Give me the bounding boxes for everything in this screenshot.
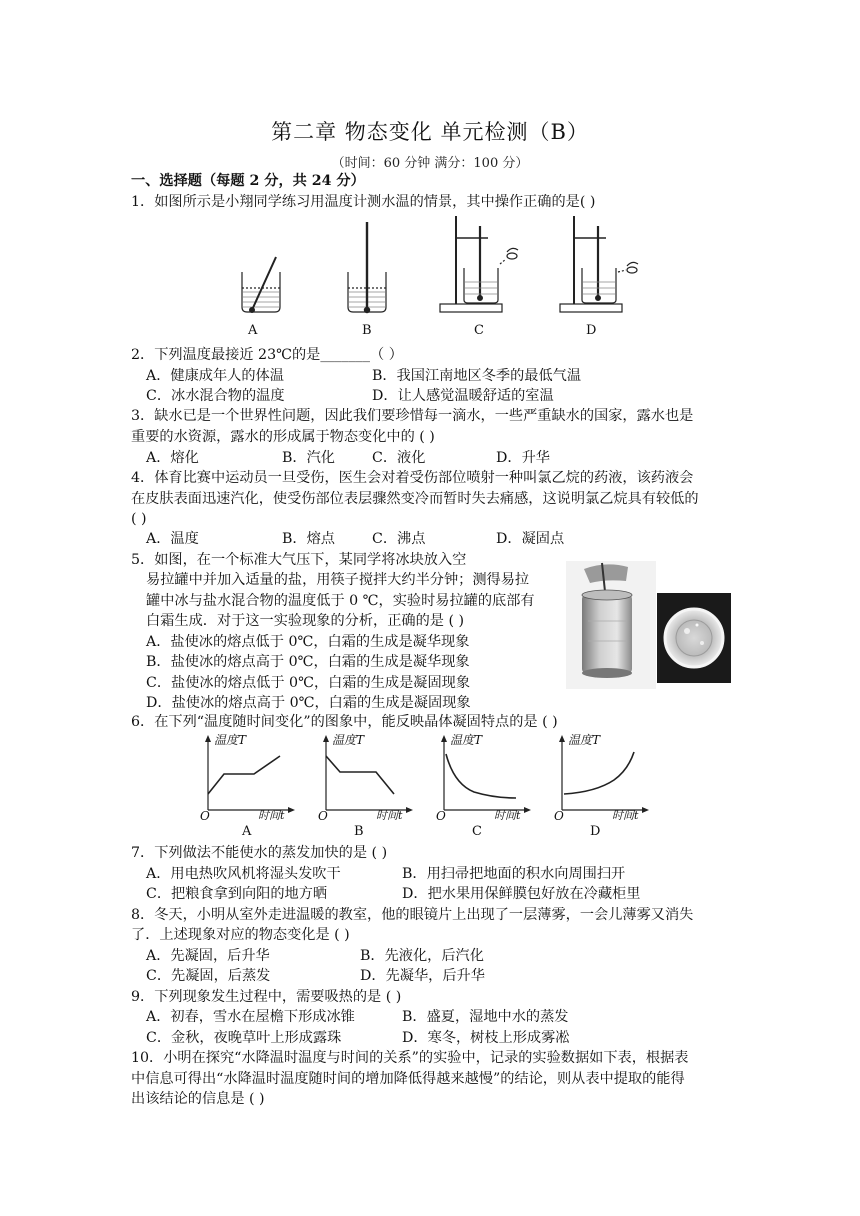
q6-graph-a-origin: O [200,809,210,823]
q4-stem-line1: 4．体育比赛中运动员一旦受伤，医生会对着受伤部位喷射一种叫氯乙烷的药液，该药液会 [131,470,694,486]
q6-graph-a-xlabel: 时间t [258,809,285,822]
q3-option-d: D．升华 [496,450,550,466]
q9-option-c: C．金秋，夜晚草叶上形成露珠 [146,1030,342,1046]
q6-graph-d-origin: O [554,809,564,823]
q7-option-b: B．用扫帚把地面的积水向周围扫开 [402,866,626,882]
q6-graph-b-ylabel: 温度T [332,733,365,747]
q10-stem-line2: 中信息可得出“水降温时温度随时间的增加降低得越来越慢”的结论，则从表中提取的能得 [131,1071,685,1087]
q1-fig-c-stand [440,216,518,312]
q9-option-a: A．初春，雪水在屋檐下形成冰锥 [146,1009,355,1025]
q3-option-a: A．熔化 [146,450,199,466]
q4-stem-line3: ( ) [131,511,147,527]
q6-label-d: D [590,824,601,839]
q3-option-c: C．液化 [372,450,426,466]
q10-stem-line1: 10．小明在探究“水降温时温度与时间的关系”的实验中，记录的实验数据如下表，根据表 [131,1050,689,1066]
q4-stem-line2: 在皮肤表面迅速汽化，使受伤部位表层骤然变冷而暂时失去痛感，这说明氯乙烷具有较低的 [131,491,699,507]
q2-option-b: B．我国江南地区冬季的最低气温 [372,368,582,384]
q8-option-b: B．先液化，后汽化 [360,948,484,964]
page-title: 第二章 物态变化 单元检测（B） [271,120,589,144]
q6-graph-b-origin: O [318,809,328,823]
q6-label-b: B [354,824,364,839]
q8-stem-line1: 8．冬天，小明从室外走进温暖的教室，他的眼镜片上出现了一层薄雾，一会儿薄雾又消失 [131,907,694,923]
q9-option-d: D．寒冬，树枝上形成雾凇 [402,1030,570,1046]
q6-label-a: A [242,824,252,839]
q5-option-a: A．盐使冰的熔点低于 0℃，白霜的生成是凝华现象 [146,634,470,650]
q3-stem-line2: 重要的水资源，露水的形成属于物态变化中的 ( ) [131,429,435,445]
q2-option-a: A．健康成年人的体温 [146,368,284,384]
q4-option-a: A．温度 [146,531,199,547]
q10-stem-line3: 出该结论的信息是 ( ) [131,1091,265,1107]
q4-option-c: C．沸点 [372,531,426,547]
q8-option-d: D．先凝华，后升华 [360,968,485,984]
q9-stem: 9．下列现象发生过程中，需要吸热的是 ( ) [131,989,402,1005]
q8-option-a: A．先凝固，后升华 [146,948,270,964]
q1-label-b: B [362,323,372,338]
q6-graph-d-ylabel: 温度T [568,733,601,747]
q7-option-d: D．把水果用保鲜膜包好放在冷藏柜里 [402,886,641,902]
q5-option-b: B．盐使冰的熔点高于 0℃，白霜的生成是凝华现象 [146,654,470,670]
q6-graph-c-ylabel: 温度T [450,733,483,747]
q8-stem-line2: 了．上述现象对应的物态变化是 ( ) [131,927,350,943]
q3-option-b: B．汽化 [282,450,335,466]
q1-fig-b-beaker [348,222,386,313]
q1-fig-d-stand [560,216,638,312]
q4-option-b: B．熔点 [282,531,335,547]
q7-stem: 7．下列做法不能使水的蒸发加快的是 ( ) [131,845,388,861]
q1-fig-a-beaker [242,257,280,312]
q1-label-a: A [248,323,258,338]
q2-option-d: D．让人感觉温暖舒适的室温 [372,388,554,404]
section-heading: 一、选择题（每题 2 分，共 24 分） [131,173,365,189]
q9-option-b: B．盛夏，湿地中水的蒸发 [402,1009,569,1025]
q1-label-d: D [586,323,597,338]
q4-option-d: D．凝固点 [496,531,565,547]
q6-graph-d-xlabel: 时间t [612,809,639,822]
q6-graph-b-xlabel: 时间t [376,809,403,822]
exam-info: （时间：60 分钟 满分：100 分） [331,156,529,171]
q6-graph-a-ylabel: 温度T [214,733,247,747]
q2-option-c: C．冰水混合物的温度 [146,388,285,404]
q5-stem-line1: 5．如图，在一个标准大气压下，某同学将冰块放入空 [131,552,467,568]
q1-stem: 1．如图所示是小翔同学练习用温度计测水温的情景，其中操作正确的是( ) [131,194,596,210]
q5-frost-photo [657,593,731,687]
q5-stem-line4: 白霜生成．对于这一实验现象的分析，正确的是 ( ) [146,613,465,629]
q6-graph-c-origin: O [436,809,446,823]
q8-option-c: C．先凝固，后蒸发 [146,968,271,984]
q5-option-d: D．盐使冰的熔点高于 0℃，白霜的生成是凝固现象 [146,695,471,711]
q5-stem-line2: 易拉罐中并加入适量的盐，用筷子搅拌大约半分钟；测得易拉 [146,572,530,588]
q7-option-c: C．把粮食拿到向阳的地方晒 [146,886,328,902]
q2-stem: 2．下列温度最接近 23℃的是_______（ ） [131,347,403,363]
q5-option-c: C．盐使冰的熔点低于 0℃，白霜的生成是凝固现象 [146,675,471,691]
q6-stem: 6．在下列“温度随时间变化”的图象中，能反映晶体凝固特点的是 ( ) [131,714,558,730]
q5-can-photo [566,561,656,693]
q5-stem-line3: 罐中冰与盐水混合物的温度低于 0 ℃，实验时易拉罐的底部有 [146,593,535,609]
q6-label-c: C [472,824,482,839]
q7-option-a: A．用电热吹风机将湿头发吹干 [146,866,341,882]
q1-label-c: C [474,323,484,338]
q6-graph-c-xlabel: 时间t [494,809,521,822]
q3-stem-line1: 3．缺水已是一个世界性问题，因此我们要珍惜每一滴水，一些严重缺水的国家，露水也是 [131,408,694,424]
